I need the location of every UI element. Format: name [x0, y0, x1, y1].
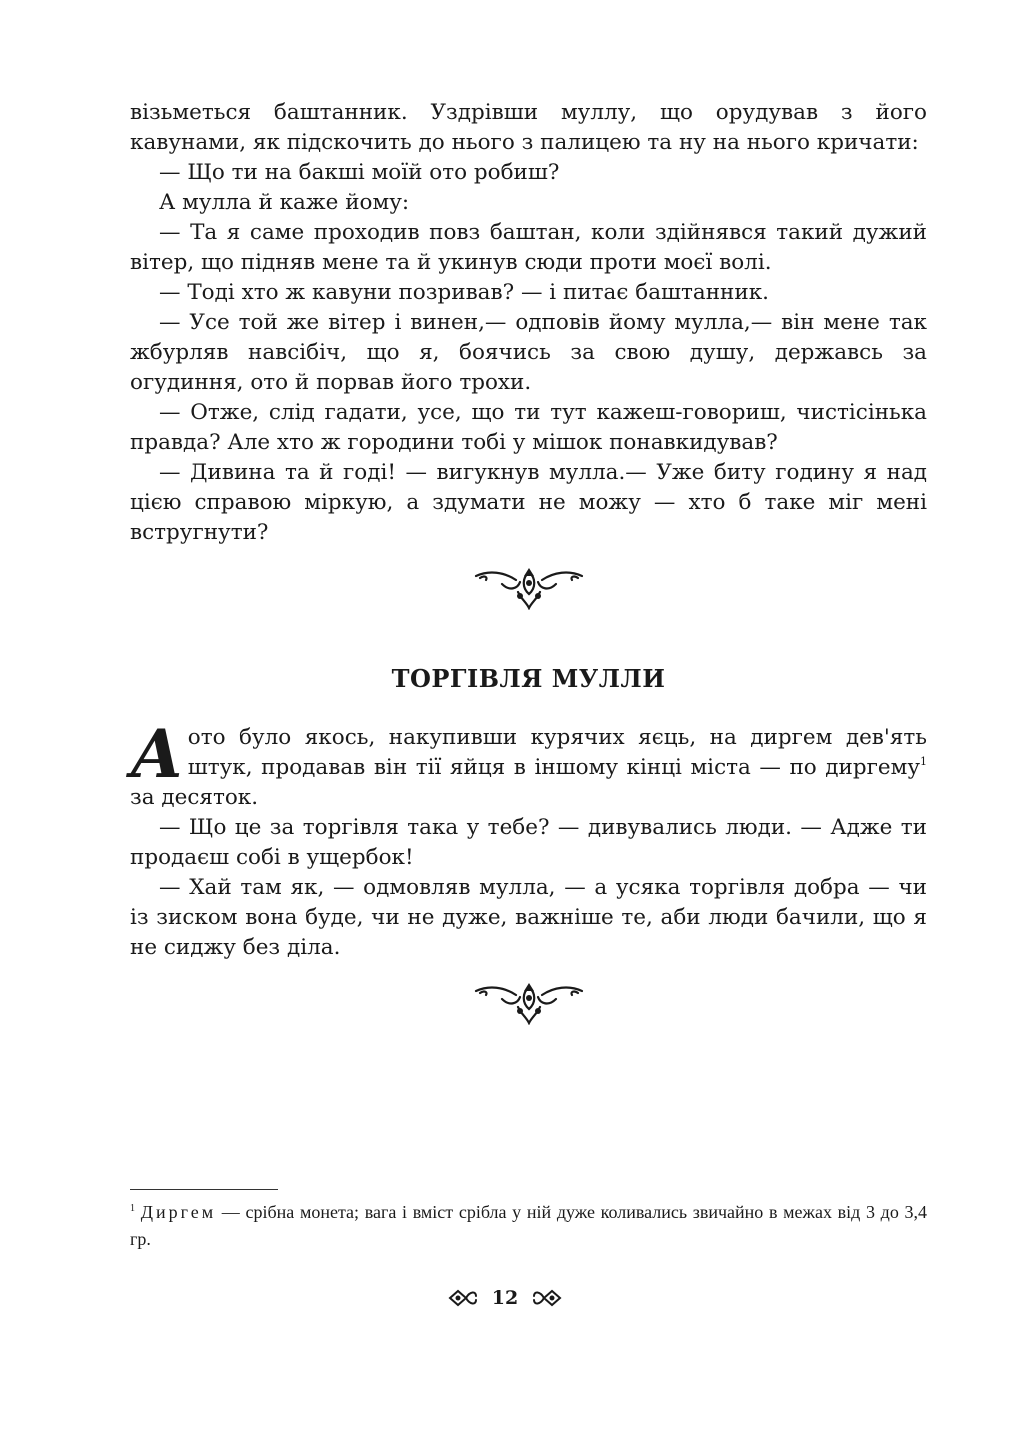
story1-text — [130, 98, 927, 548]
page-number-block — [0, 1283, 1010, 1313]
ornament-divider-icon — [474, 566, 584, 610]
paragraph: — Що це за торгівля така у тебе? — дивувались люди. — Адже ти продаєш собі в ущербок! — [130, 815, 927, 870]
page-body — [130, 98, 927, 1025]
paragraph: — Хай там як, — одмовляв мулла, — а усяка торгівля добра — чи із зиском вона буде, чи не дуже, важніше те, аби люди бачили, що я не сиджу без діла. — [130, 875, 927, 960]
footnote — [130, 1199, 927, 1253]
paragraph: — Тоді хто ж кавуни позривав? — і питає баштанник. — [159, 280, 769, 305]
page-number: 12 — [491, 1287, 519, 1309]
footnote-marker: 1 — [130, 1203, 135, 1214]
paragraph: — Дивина та й годі! — вигукнув мулла.— Уже биту годину я над цією справою міркую, а здумати не можу — хто б таке міг мені встругнути? — [130, 460, 927, 545]
paragraph: — Та я саме проходив повз баштан, коли здійнявся такий дужий вітер, що підняв мене та й укинув сюди проти моєї волі. — [130, 220, 927, 275]
paragraph: — Усе той же вітер і винен,— одповів йому мулла,— він мене так жбурляв навсібіч, що я, боячись за свою душу, державсь за огудиння, ото й порвав його трохи. — [130, 310, 927, 395]
ornament-left-icon — [448, 1285, 478, 1311]
paragraph-first — [130, 715, 927, 813]
footnote-term: Диргем — [140, 1202, 217, 1222]
paragraph: — Отже, слід гадати, усе, що ти тут кажеш-говориш, чистісінька правда? Але хто ж городини тобі у мішок понавкидував? — [130, 400, 927, 455]
story2-text — [130, 715, 927, 963]
drop-cap: А — [130, 715, 184, 793]
paragraph-first-text: ото було якось, накупивши курячих яєць, на диргем дев'ять штук, продавав він тії яйця в іншому кінці міста — по диргему — [187, 725, 927, 780]
paragraph: візьметься баштанник. Уздрівши муллу, що орудував з його кавунами, як підскочить до нього з палицею та ну на нього кричати: — [130, 100, 927, 155]
paragraph-first-tail: за десяток. — [130, 785, 259, 810]
ornament-divider-icon — [474, 981, 584, 1025]
footnote-rule — [130, 1189, 278, 1190]
footnote-ref[interactable]: 1 — [920, 755, 927, 768]
ornament-right-icon — [532, 1285, 562, 1311]
paragraph: — Що ти на бакші моїй ото робиш? — [159, 160, 560, 185]
section-title: ТОРГІВЛЯ МУЛЛИ — [391, 664, 666, 693]
footnote-text: — срібна монета; вага і вміст срібла у ній дуже коливались звичайно в межах від 3 до 3,4 гр. — [130, 1202, 927, 1249]
paragraph: А мулла й каже йому: — [159, 190, 410, 215]
